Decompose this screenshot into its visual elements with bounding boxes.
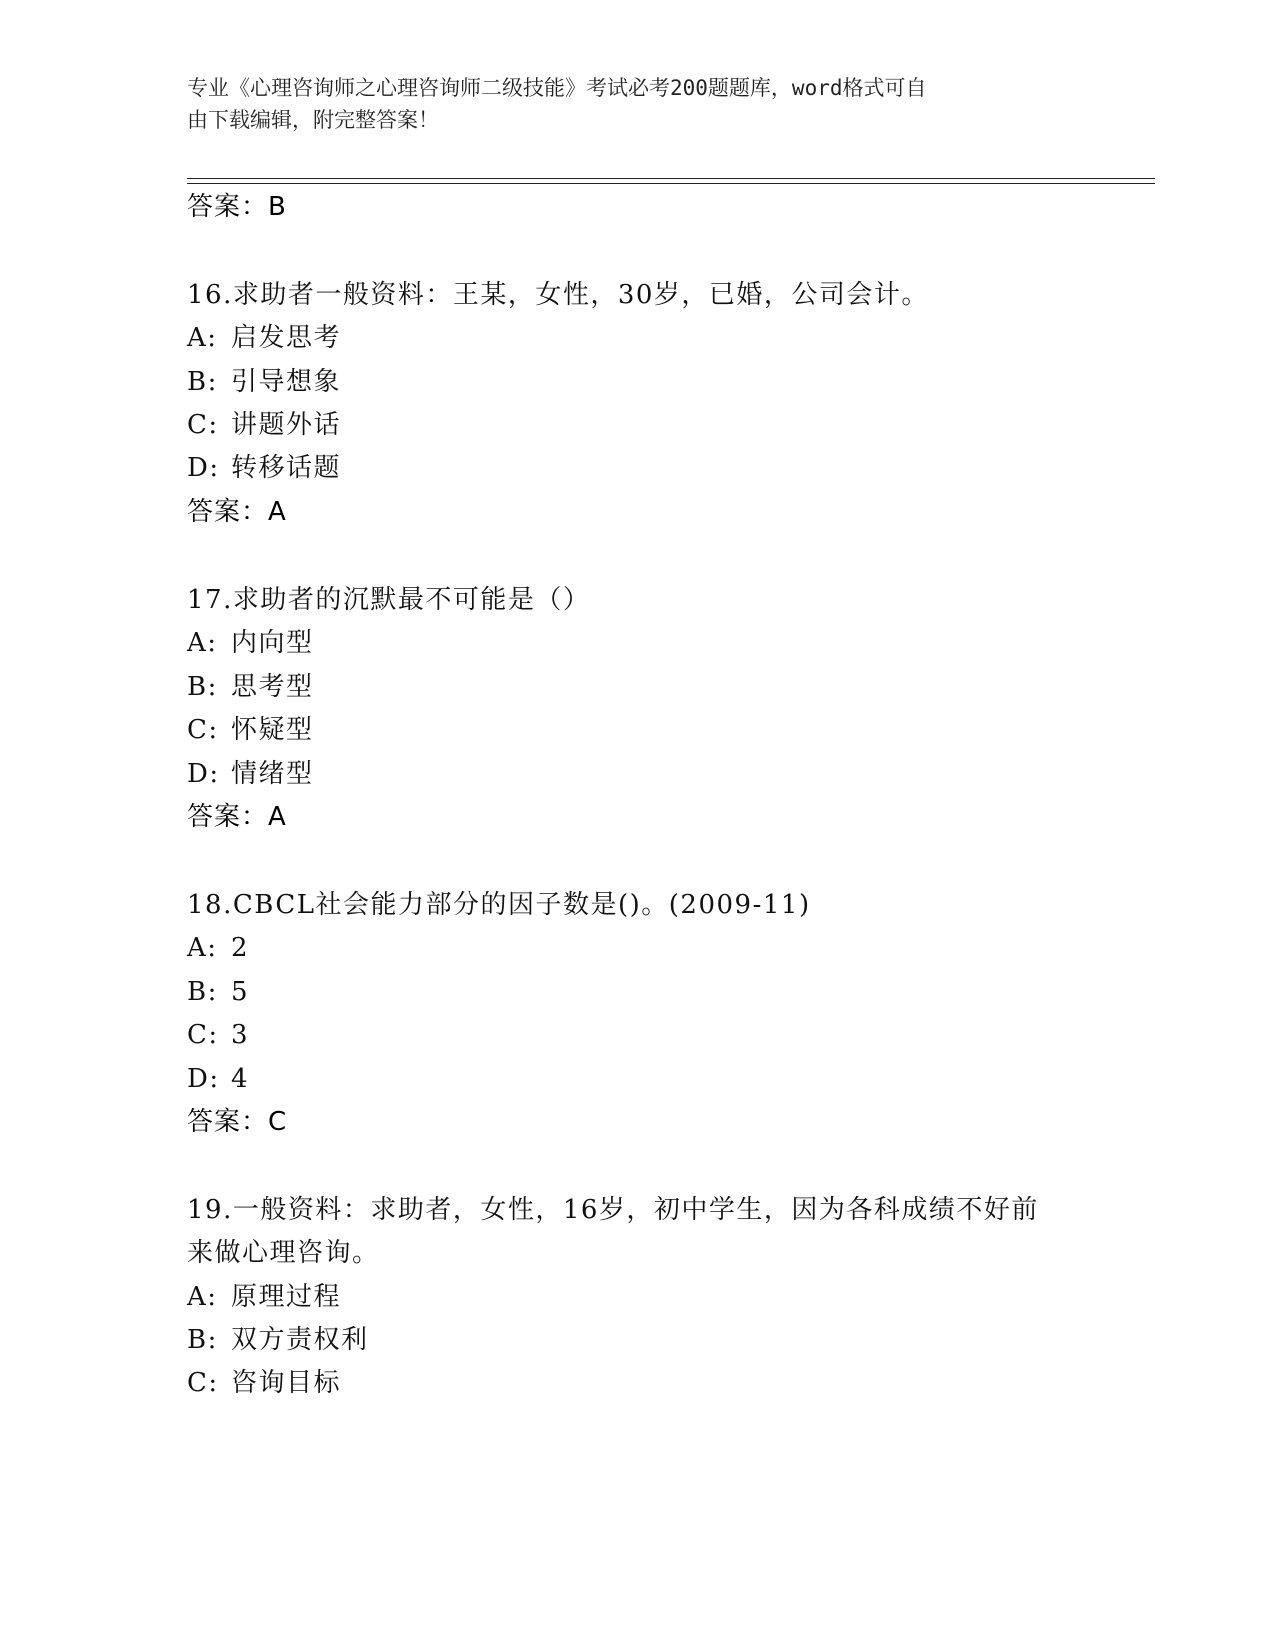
option-text: 启发思考 (231, 323, 342, 353)
option-key: A: (187, 323, 218, 353)
option-text: 3 (231, 1020, 250, 1050)
question-stem-19: 19.一般资料：求助者，女性，16岁，初中学生，因为各科成绩不好前 (187, 1195, 1039, 1225)
question-19-option-b (187, 1324, 369, 1356)
option-key: B: (187, 672, 218, 702)
option-key: B: (187, 977, 218, 1007)
option-key: D: (187, 1064, 220, 1094)
question-stem-16: 16.求助者一般资料：王某，女性，30岁，已婚，公司会计。 (187, 280, 929, 310)
option-key: C: (187, 410, 219, 440)
option-text: 引导想象 (231, 367, 342, 397)
question-17-option-c (187, 714, 314, 746)
option-text: 双方责权利 (231, 1325, 369, 1355)
header-divider-top (187, 178, 1155, 179)
question-17-option-b (187, 671, 314, 703)
option-key: C: (187, 1020, 219, 1050)
option-key: B: (187, 1325, 218, 1355)
question-18-option-c (187, 1019, 249, 1051)
header-line-1: 专业《心理咨询师之心理咨询师二级技能》考试必考200题题库，word格式可自 (187, 76, 927, 100)
previous-answer: 答案：B (187, 192, 287, 222)
option-text: 原理过程 (231, 1282, 342, 1312)
option-key: A: (187, 628, 218, 658)
option-text: 4 (231, 1064, 250, 1094)
question-stem-19-continued: 来做心理咨询。 (187, 1238, 380, 1268)
question-16-option-a (187, 322, 341, 354)
option-text: 转移话题 (231, 453, 342, 483)
question-18-option-a (187, 932, 249, 964)
question-17-option-a (187, 627, 314, 659)
question-19-option-c (187, 1367, 341, 1399)
question-19-option-a (187, 1281, 341, 1313)
question-18-answer: 答案：C (187, 1107, 288, 1137)
header-divider-bottom (187, 183, 1155, 184)
option-key: C: (187, 715, 219, 745)
option-key: B: (187, 367, 218, 397)
option-text: 内向型 (231, 628, 314, 658)
option-text: 5 (231, 977, 250, 1007)
question-18-option-b (187, 976, 249, 1008)
question-stem-17: 17.求助者的沉默最不可能是（） (187, 585, 591, 615)
option-key: D: (187, 453, 220, 483)
question-16-answer: 答案：A (187, 497, 287, 527)
question-16-option-d (187, 452, 341, 484)
option-text: 怀疑型 (231, 715, 314, 745)
document-header (187, 72, 1067, 136)
question-17-option-d (187, 758, 314, 790)
question-16-option-b (187, 366, 341, 398)
question-17-answer: 答案：A (187, 802, 287, 832)
option-key: C: (187, 1368, 219, 1398)
option-key: A: (187, 933, 218, 963)
option-text: 思考型 (231, 672, 314, 702)
question-stem-18: 18.CBCL社会能力部分的因子数是()。(2009-11) (187, 890, 811, 920)
option-key: A: (187, 1282, 218, 1312)
option-text: 咨询目标 (231, 1368, 342, 1398)
option-text: 2 (231, 933, 250, 963)
header-line-2: 由下载编辑，附完整答案！ (187, 108, 439, 132)
question-18-option-d (187, 1063, 249, 1095)
option-key: D: (187, 759, 220, 789)
option-text: 讲题外话 (231, 410, 342, 440)
question-16-option-c (187, 409, 341, 441)
option-text: 情绪型 (231, 759, 314, 789)
